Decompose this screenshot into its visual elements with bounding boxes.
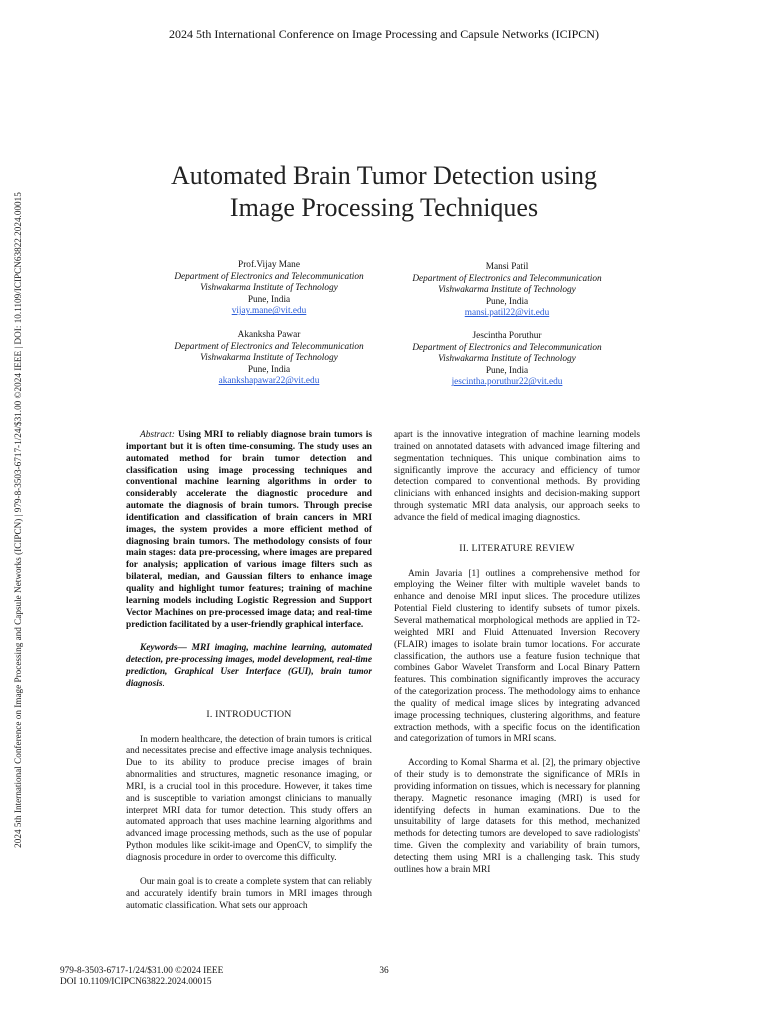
- author-inst: Vishwakarma Institute of Technology: [200, 283, 338, 294]
- author-inst: Vishwakarma Institute of Technology: [438, 285, 576, 296]
- literature-paragraph-2: According to Komal Sharma et al. [2], the primary objective of their study is to demonstrate the significance of MRIs in providing information on tissues, which is necessary for planning therapy. Magnetic resonance imaging (MRI) is used for identifying defects in human examinations. Due to the unsuitability of large datasets for this method, mechanized methods for detecting tumors are developed to save radiologists' time. Given the complexity and variability of brain tumors, detecting them using MRI is a challenging task. This study outlines how a brain MRI: [394, 758, 640, 875]
- keywords-tail: .: [162, 678, 165, 689]
- author-email-link[interactable]: akankshapawar22@vit.edu: [218, 376, 320, 387]
- author-dept: Department of Electronics and Telecommunication: [412, 342, 602, 353]
- right-column: [394, 430, 640, 877]
- author-location: Pune, India: [247, 364, 291, 375]
- side-copyright-note: 2024 5th International Conference on Image Processing and Capsule Networks (ICIPCN) | 979-8-3503-6717-1/24/$31.00 ©2024 IEEE | DOI: 10.1109/ICIPCN63822.2024.00015: [13, 192, 23, 848]
- author-dept: Department of Electronics and Telecommunication: [174, 341, 364, 352]
- keywords-label: Keywords—: [140, 643, 187, 654]
- author-email-link[interactable]: jescintha.poruthur22@vit.edu: [451, 377, 563, 388]
- footer-isbn: 979-8-3503-6717-1/24/$31.00 ©2024 IEEE: [60, 966, 224, 976]
- author-dept: Department of Electronics and Telecommunication: [174, 271, 364, 282]
- author-block-3: [139, 330, 399, 388]
- author-dept: Department of Electronics and Telecommunication: [412, 273, 602, 284]
- section-heading-introduction: I. INTRODUCTION: [206, 708, 292, 720]
- abstract-text: Using MRI to reliably diagnose brain tumors is important but it is often time-consuming. The study uses an automated method for brain tumor detection and classification using image processing techniques and conventional machine learning algorithms in order to considerably accelerate the diagnostic procedure and automate the diagnosis of brain tumors. Through precise identification and classification of brain cancers in MRI images, the system provides a more efficient method of diagnosing brain tumors. The methodology consists of four main stages: data pre-processing, where images are prepared for analysis; application of various image filters such as bilateral, median, and Gaussian filters to enhance image quality and highlight tumor features; training of machine learning models including Logistic Regression and Support Vector Machines on pre-processed image data; and real-time prediction facilitated by a user-friendly graphical interface.: [126, 430, 372, 630]
- keywords: [126, 643, 372, 690]
- intro-paragraph-2: Our main goal is to create a complete system that can reliably and accurately identify brain tumors in MRI images through automatic classification. What sets our approach: [126, 876, 372, 911]
- author-block-1: [139, 260, 399, 318]
- author-email-link[interactable]: vijay.mane@vit.edu: [231, 306, 307, 317]
- author-inst: Vishwakarma Institute of Technology: [200, 353, 338, 364]
- title-line-1: Automated Brain Tumor Detection using: [170, 161, 598, 190]
- author-email-link[interactable]: mansi.patil22@vit.edu: [464, 308, 550, 319]
- author-location: Pune, India: [485, 296, 529, 307]
- conference-header: 2024 5th International Conference on Image Processing and Capsule Networks (ICIPCN): [169, 27, 599, 41]
- author-name: Prof.Vijay Mane: [238, 260, 300, 270]
- intro-paragraph-1: In modern healthcare, the detection of brain tumors is critical and necessitates precise and effective image analysis techniques. Due to its ability to produce precise images of brain abnormalities and structures, magnetic resonance imaging, or MRI, is a crucial tool in this procedure. However, it takes time and is susceptible to variation amongst clinicians to manually interpret MRI data for tumor detection. This study offers an automated approach that uses machine learning algorithms and advanced image processing methods, such as the use of popular Python modules like scikit-image and OpenCV, to simplify the diagnosis procedure in order to overcome this difficulty.: [126, 734, 372, 863]
- paper-title: [0, 160, 768, 224]
- section-heading-literature-review: II. LITERATURE REVIEW: [459, 542, 575, 554]
- author-location: Pune, India: [247, 294, 291, 305]
- page-number: 36: [379, 966, 389, 976]
- abstract: [126, 430, 372, 631]
- title-line-2: Image Processing Techniques: [229, 193, 539, 222]
- author-name: Jescintha Poruthur: [472, 331, 542, 341]
- author-block-4: [377, 331, 637, 389]
- left-column: [126, 430, 372, 912]
- author-inst: Vishwakarma Institute of Technology: [438, 354, 576, 365]
- intro-paragraph-2-continued: apart is the innovative integration of machine learning models trained on annotated datasets with advanced image filtering and segmentation techniques. This unique combination aims to significantly improve the accuracy and efficiency of tumor detection compared to conventional methods. By providing clinicians with enhanced insights and decision-making support through systematic MRI data analysis, our approach seeks to advance the field of medical imaging diagnostics.: [394, 430, 640, 523]
- author-block-2: [377, 262, 637, 320]
- footer-doi: DOI 10.1109/ICIPCN63822.2024.00015: [60, 977, 212, 987]
- author-location: Pune, India: [485, 365, 529, 376]
- author-name: Mansi Patil: [485, 262, 529, 272]
- literature-paragraph-1: Amin Javaria [1] outlines a comprehensive method for employing the Weiner filter with multiple wavelet bands to enhance and denoise MRI input slices. The procedure utilizes Potential Field clustering to identify subsets of tumor pixels. Several mathematical morphological methods are applied in T2-weighted MRI and Fluid Attenuated Inversion Recovery (FLAIR) images to isolate brain tumor locations. For accurate classification, the authors use a feature fusion technique that combines Gabor Wavelet Transform and Local Binary Pattern features. This combination significantly improves the accuracy of the categorization process. The methodology aims to enhance the quality of medical image slices by integrating advanced image processing techniques, clustering algorithms, and feature extraction methods, with a specific focus on the identification and categorization of tumors in MRI scans.: [394, 568, 640, 745]
- keywords-text: MRI imaging, machine learning, automated detection, pre-processing images, model development, real-time prediction, Graphical User Interface (GUI), brain tumor diagnosis: [126, 643, 372, 689]
- abstract-label: Abstract:: [140, 430, 175, 440]
- author-name: Akanksha Pawar: [237, 330, 301, 340]
